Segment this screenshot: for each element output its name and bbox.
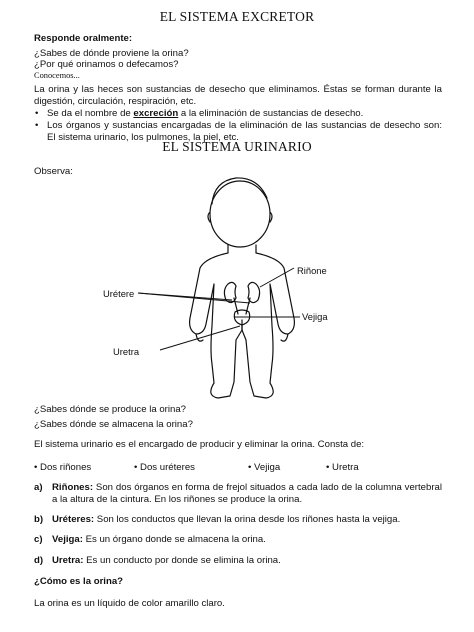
definition-letter: d) bbox=[34, 555, 44, 566]
part-item: • Vejiga bbox=[248, 462, 281, 473]
question-why-urinate: ¿Por qué orinamos o defecamos? bbox=[34, 59, 179, 70]
definition-text: Vejiga: Es un órgano donde se almacena la orina. bbox=[52, 534, 266, 545]
bullet-dot: • bbox=[35, 120, 39, 131]
responde-heading: Responde oralmente: bbox=[34, 33, 133, 44]
definition-text: Uretra: Es un conducto por donde se elimina la orina. bbox=[52, 555, 281, 566]
child-head-outline bbox=[208, 178, 272, 247]
part-item: • Dos riñones bbox=[34, 462, 92, 473]
bullet1-post: a la eliminación de sustancias de desecho. bbox=[178, 108, 364, 119]
intro-paragraph: La orina y las heces son sustancias de desecho que eliminamos. Éstas se forman durante la digestión, circulación, respiración, etc. bbox=[34, 84, 442, 107]
definition-letter: c) bbox=[34, 534, 43, 545]
question-origin-urine: ¿Sabes de dónde proviene la orina? bbox=[34, 48, 189, 59]
urethra-leader-line bbox=[160, 326, 240, 350]
page-title: EL SISTEMA EXCRETOR bbox=[159, 9, 315, 24]
part-item: • Uretra bbox=[326, 462, 359, 473]
bullet1-pre: Se da el nombre de bbox=[47, 108, 134, 119]
kidney-leader-line bbox=[260, 268, 294, 287]
conocemos-label: Conocemos... bbox=[34, 71, 80, 80]
label-urethra: Uretra bbox=[113, 346, 140, 357]
definition-text: Uréteres: Son los conductos que llevan la orina desde los riñones hasta la vejiga. bbox=[52, 514, 401, 525]
observa-label: Observa: bbox=[34, 166, 73, 177]
label-bladder: Vejiga bbox=[302, 311, 328, 322]
definition-text: Riñones: Son dos órganos en forma de frejol situados a cada lado de la columna vertebral a la altura de la cintura. En los riñones se produce la orina. bbox=[52, 482, 442, 505]
section-subtitle: EL SISTEMA URINARIO bbox=[162, 139, 312, 154]
como-text: La orina es un líquido de color amarillo claro. bbox=[34, 598, 225, 609]
definition-letter: b) bbox=[34, 514, 44, 525]
definition-letter: a) bbox=[34, 482, 43, 493]
part-item: • Dos uréteres bbox=[134, 462, 195, 473]
como-heading: ¿Cómo es la orina? bbox=[34, 576, 124, 587]
bullet2-text: Los órganos y sustancias encargadas de la eliminación de las sustancias de desecho son: El sistema urinario, los pulmones, la piel, etc. bbox=[47, 120, 442, 143]
question-produce: ¿Sabes dónde se produce la orina? bbox=[34, 404, 187, 415]
definition-kidneys bbox=[34, 482, 442, 506]
child-hand-right bbox=[281, 334, 288, 341]
label-kidney: Riñone bbox=[297, 265, 327, 276]
ureter-leader-line-2 bbox=[138, 293, 250, 303]
bullet-dot: • bbox=[35, 108, 39, 119]
excrecion-term: excreción bbox=[133, 108, 179, 119]
system-description: El sistema urinario es el encargado de producir y eliminar la orina. Consta de: bbox=[34, 439, 365, 450]
label-ureter: Urétere bbox=[103, 288, 135, 299]
question-store: ¿Sabes dónde se almacena la orina? bbox=[34, 419, 193, 430]
